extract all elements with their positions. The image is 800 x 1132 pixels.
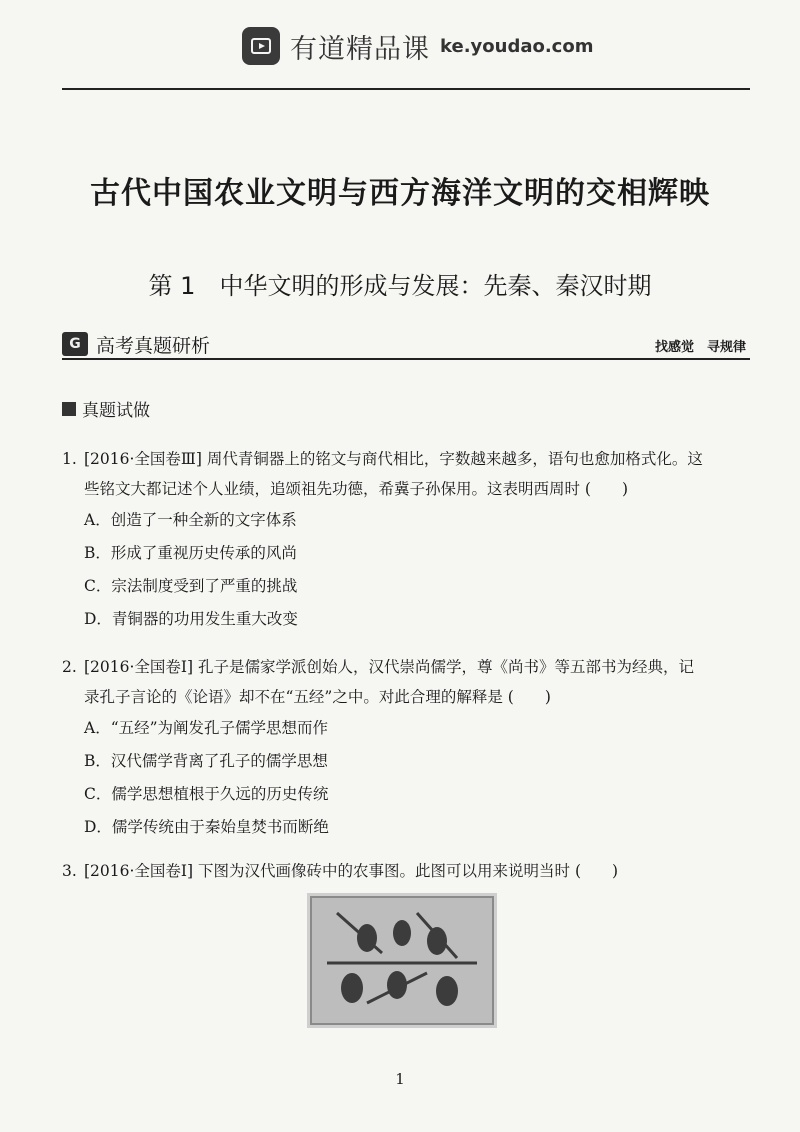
header-divider xyxy=(62,88,750,90)
question-number: 2. xyxy=(62,658,77,676)
question-stem xyxy=(62,444,750,474)
question-3 xyxy=(62,856,750,886)
option-b[interactable]: B．汉代儒学背离了孔子的儒学思想 xyxy=(84,752,328,770)
question-number: 3. xyxy=(62,862,77,880)
question-stem xyxy=(62,856,750,886)
section-bar xyxy=(62,330,750,360)
option-a[interactable]: A．创造了一种全新的文字体系 xyxy=(84,511,297,529)
question-stem-line: 些铭文大都记述个人业绩，追颂祖先功德，希冀子孙保用。这表明西周时 ( ) xyxy=(84,480,629,498)
question-stem-line: [2016·全国卷Ⅲ] 周代青铜器上的铭文与商代相比，字数越来越多，语句也愈加格式化。这 xyxy=(84,450,703,468)
header xyxy=(242,24,593,68)
brand-name: 有道精品课 xyxy=(290,33,430,65)
section-title: 高考真题研析 xyxy=(96,335,211,357)
section-slogan: 找感觉 寻规律 xyxy=(654,340,746,355)
question-stem xyxy=(62,652,750,682)
han-brick-farming-image xyxy=(307,893,497,1028)
sub-heading-text: 真题试做 xyxy=(82,401,150,421)
option-d[interactable]: D．青铜器的功用发生重大改变 xyxy=(84,610,298,628)
youdao-logo-icon xyxy=(242,27,280,65)
question-1 xyxy=(62,444,750,636)
page-title: 古代中国农业文明与西方海洋文明的交相辉映 xyxy=(90,176,710,211)
option-c[interactable]: C．儒学思想植根于久远的历史传统 xyxy=(84,785,329,803)
question-stem-line: [2016·全国卷Ⅰ] 孔子是儒家学派创始人，汉代崇尚儒学，尊《尚书》等五部书为经典，记 xyxy=(84,658,695,676)
question-number: 1. xyxy=(62,450,77,468)
option-d[interactable]: D．儒学传统由于秦始皇焚书而断绝 xyxy=(84,818,329,836)
question-stem-line: 录孔子言论的《论语》却不在“五经”之中。对此合理的解释是 ( ) xyxy=(84,688,551,706)
option-c[interactable]: C．宗法制度受到了严重的挑战 xyxy=(84,577,298,595)
page-number: 1 xyxy=(395,1070,405,1088)
sub-heading xyxy=(62,396,150,421)
chapter-title: 第 1 中华文明的形成与发展：先秦、秦汉时期 xyxy=(148,272,652,300)
option-b[interactable]: B．形成了重视历史传承的风尚 xyxy=(84,544,297,562)
question-2 xyxy=(62,652,750,844)
option-a[interactable]: A．“五经”为阐发孔子儒学思想而作 xyxy=(84,719,329,737)
question-stem-line: [2016·全国卷Ⅰ] 下图为汉代画像砖中的农事图。此图可以用来说明当时 ( ) xyxy=(84,862,619,880)
square-bullet-icon xyxy=(62,402,76,416)
section-logo-icon: G xyxy=(62,332,88,356)
brand-url: ke.youdao.com xyxy=(440,35,594,57)
